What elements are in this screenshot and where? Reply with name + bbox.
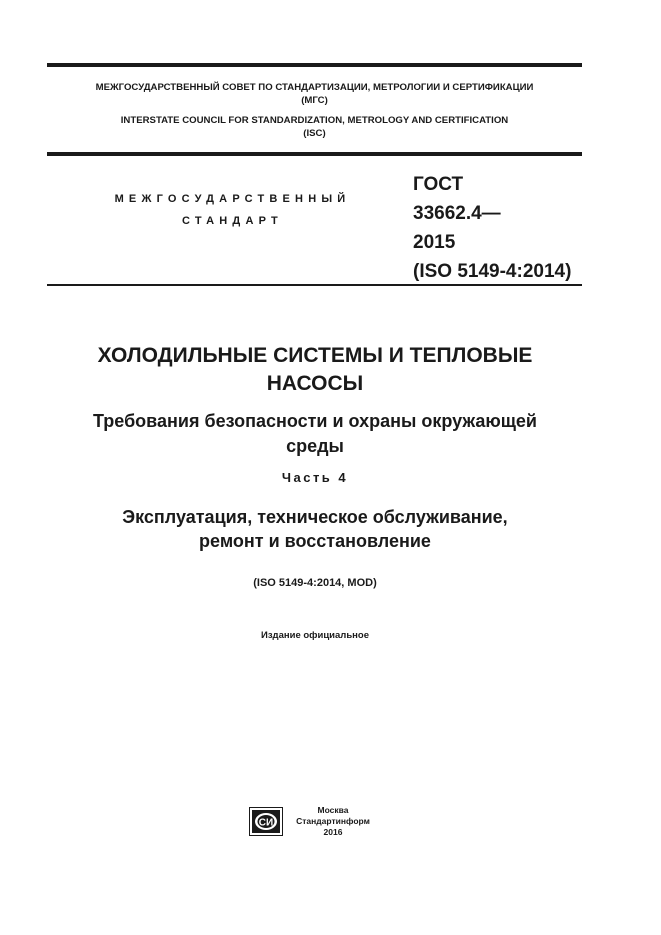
- title-line2: НАСОСЫ: [266, 372, 364, 395]
- bottom-rule: [47, 284, 582, 286]
- gost-designation: [413, 170, 571, 286]
- edition-note: Издание официальное: [261, 630, 369, 641]
- gost-line3: 2015: [413, 232, 456, 253]
- document-title: [40, 342, 590, 398]
- council-name-en: [47, 114, 582, 140]
- council-en-line2: (ISC): [303, 128, 326, 139]
- publisher-imprint: [288, 805, 378, 838]
- gost-line1: ГОСТ: [413, 174, 464, 195]
- imprint-year: 2016: [323, 827, 343, 837]
- imprint-publisher: Стандартинформ: [296, 816, 370, 826]
- part-number: Часть 4: [281, 470, 349, 485]
- logo-text: СИ: [258, 817, 274, 829]
- gost-line4: (ISO 5149-4:2014): [413, 261, 572, 282]
- council-en-line1: INTERSTATE COUNCIL FOR STANDARDIZATION, METROLOGY AND CERTIFICATION: [120, 115, 509, 126]
- council-name-ru: [47, 81, 582, 107]
- part-title: [40, 505, 590, 553]
- iso-reference: (ISO 5149-4:2014, MOD): [253, 577, 377, 589]
- part-title-line2: ремонт и восстановление: [199, 531, 431, 551]
- standard-type-label: [90, 188, 375, 232]
- council-ru-line2: (МГС): [301, 95, 328, 106]
- gost-line2: 33662.4—: [413, 203, 501, 224]
- top-rule: [47, 63, 582, 67]
- document-subtitle: [40, 409, 590, 459]
- title-line1: ХОЛОДИЛЬНЫЕ СИСТЕМЫ И ТЕПЛОВЫЕ: [97, 344, 533, 367]
- subtitle-line1: Требования безопасности и охраны окружающей: [92, 411, 537, 431]
- standard-type-line2: СТАНДАРТ: [182, 215, 283, 227]
- subtitle-line2: среды: [286, 436, 344, 456]
- standartinform-logo-icon: [249, 807, 283, 836]
- imprint-city: Москва: [317, 805, 349, 815]
- council-ru-line1: МЕЖГОСУДАРСТВЕННЫЙ СОВЕТ ПО СТАНДАРТИЗАЦИИ, МЕТРОЛОГИИ И СЕРТИФИКАЦИИ: [95, 82, 534, 93]
- part-title-line1: Эксплуатация, техническое обслуживание,: [122, 507, 508, 527]
- standard-type-line1: МЕЖГОСУДАРСТВЕННЫЙ: [114, 193, 351, 205]
- middle-rule: [47, 152, 582, 156]
